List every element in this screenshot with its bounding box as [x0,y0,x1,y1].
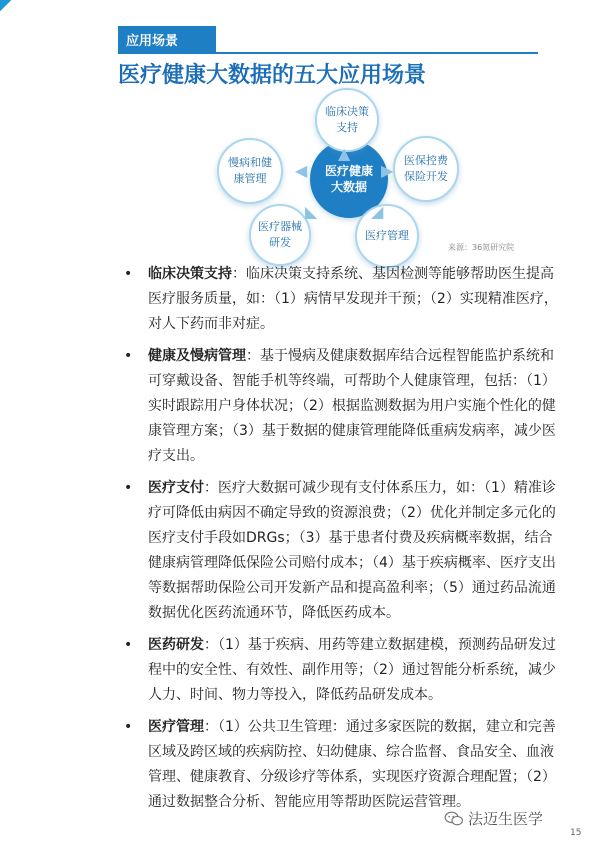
bullet: • [124,266,133,282]
diagram-node-clinical-decision: 临床决策 支持 [315,88,379,152]
list-item [118,262,558,337]
watermark-text: 法迈生医学 [468,810,544,828]
wechat-icon [444,811,464,827]
item-term: 健康及慢病管理 [148,348,246,364]
arrow-left-icon: ◀ [295,161,308,180]
title-divider [118,52,538,54]
list-item [118,633,558,708]
item-term: 医疗管理 [148,719,204,735]
bullet: • [124,719,133,735]
diagram-node-insurance: 医保控费 保险开发 [393,136,459,202]
item-text: ：（1）公共卫生管理：通过多家医院的数据，建立和完善区域及跨区域的疾病防控、妇幼健康、综合监督、食品安全、血液管理、健康教育、分级诊疗等体系，实现医疗资源合理配置；（2）通过数据整合分析、智能应用等帮助医院运营管理。 [148,719,556,810]
item-term: 医药研发 [148,637,204,653]
section-tag: 应用场景 [118,26,216,52]
arrow-bottom-left-icon: ◣ [305,202,318,221]
bullet: • [124,480,133,496]
item-text: ：医疗大数据可减少现有支付体系压力，如：（1）精准诊疗可降低由病因不确定导致的资源浪费；（2）优化并制定多元化的医疗支付手段如DRGs；（3）基于患者付费及疾病概率数据，结合健康病管理降低保险公司赔付成本；（4）基于疾病概率、医疗支出等数据帮助保险公司开发新产品和提高盈利率；（5）通过药品流通数据优化医药流通环节，降低医药成本。 [148,480,556,621]
scenario-diagram [205,88,545,258]
bullet: • [124,348,133,364]
bullet: • [124,637,133,653]
list-item [118,344,558,469]
list-item [118,715,558,815]
scenario-list [118,262,558,822]
list-item [118,476,558,626]
page-title: 医疗健康大数据的五大应用场景 [118,63,427,88]
item-text: ：（1）基于疾病、用药等建立数据建模，预测药品研发过程中的安全性、有效性、副作用等；（2）通过智能分析系统，减少人力、时间、物力等投入，降低药品研发成本。 [148,637,556,703]
item-text: ：临床决策支持系统、基因检测等能够帮助医生提高医疗服务质量，如：（1）病情早发现并干预；（2）实现精准医疗，对人下药而非对症。 [148,266,558,332]
wechat-watermark [444,808,543,829]
arrow-bottom-right-icon: ◢ [371,202,384,221]
diagram-node-device-rd: 医疗器械 研发 [249,204,311,266]
page-number: 15 [570,828,582,838]
arrow-right-icon: ▶ [381,161,394,180]
36kr-logo [0,0,112,34]
diagram-node-chronic-health: 慢病和健 康管理 [217,138,283,204]
diagram-source: 来源：36氪研究院 [448,243,515,252]
diagram-node-medical-management: 医疗管理 [355,204,419,268]
item-text: ：基于慢病及健康数据库结合远程智能监护系统和可穿戴设备、智能手机等终端，可帮助个人健康管理，包括：（1）实时跟踪用户身体状况；（2）根据监测数据为用户实施个性化的健康管理方案；（3）基于数据的健康管理能降低重病发病率，减少医疗支出。 [148,348,556,464]
diagram-center-node: 医疗健康 大数据 [310,140,388,218]
arrow-top-icon: ▲ [338,144,351,163]
item-term: 医疗支付 [148,480,204,496]
item-term: 临床决策支持 [148,266,232,282]
